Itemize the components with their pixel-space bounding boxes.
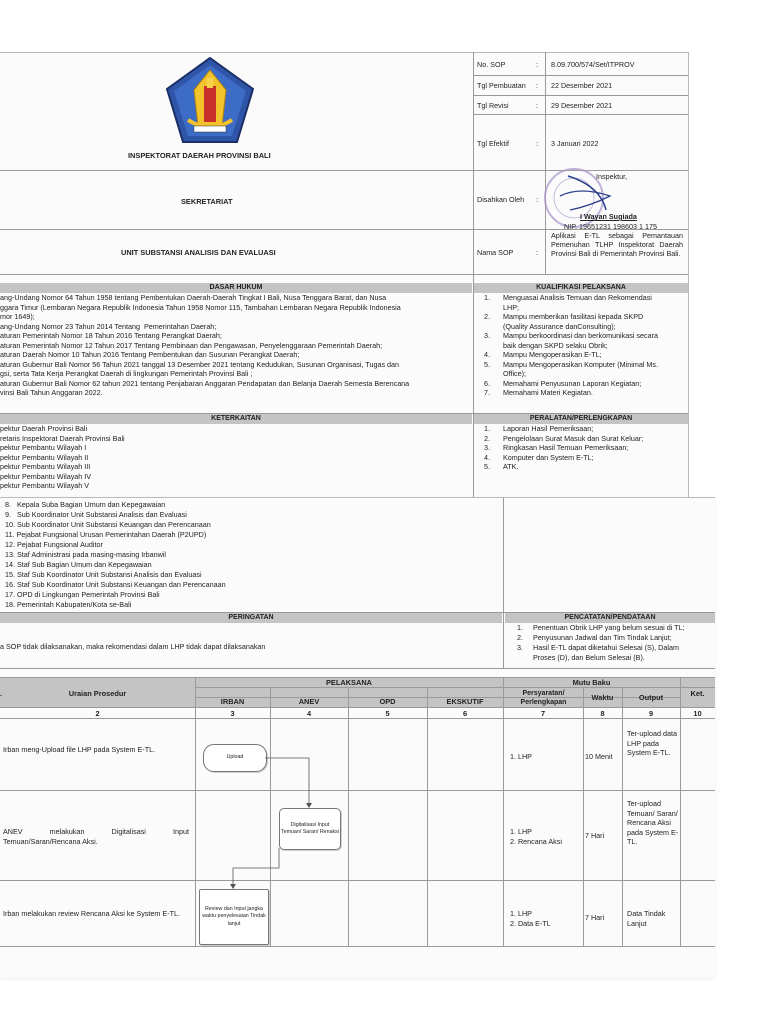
created-date: 22 Desember 2021: [551, 81, 613, 90]
division-title: SEKRETARIAT: [181, 197, 233, 206]
sop-name-label: Nama SOP: [477, 248, 514, 257]
col-no: .: [0, 689, 3, 698]
approver-name: I Wayan Sugiada: [580, 212, 637, 221]
keterkaitan-title: KETERKAITAN: [0, 414, 472, 424]
colnum-8: 8: [600, 709, 605, 718]
flow-box-upload: Upload: [203, 744, 267, 772]
flow-connectors: [195, 718, 355, 893]
colnum-7: 7: [540, 709, 546, 718]
pencatatan-title: PENCATATAN/PENDATAAN: [505, 613, 715, 623]
colnum-10: 10: [693, 709, 702, 718]
col-uraian: Uraian Prosedur: [68, 689, 127, 698]
peralatan-title: PERALATAN/PERLENGKAPAN: [474, 414, 688, 424]
row3-uraian: Irban melakukan review Rencana Aksi ke System E-TL.: [3, 909, 180, 918]
revised-label: Tgl Revisi: [477, 101, 509, 110]
col-syarat: Persyaratan/ Perlengkapan: [520, 690, 567, 706]
colnum-5: 5: [385, 709, 390, 718]
col-ket: Ket.: [690, 689, 705, 698]
row3-output: Data Tindak Lanjut: [627, 909, 666, 928]
colnum-6: 6: [462, 709, 468, 718]
row3-waktu: 7 Hari: [585, 913, 605, 922]
row2-waktu: 7 Hari: [585, 831, 605, 840]
actor-anev: ANEV: [298, 697, 320, 706]
col-output: Output: [638, 693, 664, 702]
row2-output: Ter-upload Temuan/ Saran/ Rencana Aksi pada System E-TL.: [627, 799, 679, 846]
row1-waktu: 10 Menit: [585, 752, 613, 761]
kualifikasi-title: KUALIFIKASI PELAKSANA: [474, 283, 688, 293]
mutu-title: Mutu Baku: [572, 678, 611, 687]
row3-req-1: 1. LHP: [510, 909, 532, 918]
approver-title: Inspektur,: [596, 172, 628, 181]
sop-name: Aplikasi E-TL sebagai Pemantauan Pemenuhan TLHP Inspektorat Daerah Provinsi Bali di Pemerintah Provinsi Bali.: [551, 231, 683, 259]
row2-req-1: 1. LHP: [510, 827, 532, 836]
org-name: INSPEKTORAT DAERAH PROVINSI BALI: [128, 151, 271, 160]
sop-no: 8.09.700/574/Set/ITPROV: [551, 60, 635, 69]
row2-uraian: ANEV melakukan Digitalisasi Input Temuan/Saran/Rencana Aksi.: [3, 827, 189, 846]
created-label: Tgl Pembuatan: [477, 81, 526, 90]
actor-irban: IRBAN: [220, 697, 245, 706]
flow-box-review: Review dan Input jangka waktu penyelesaian Tindak lanjut: [199, 889, 269, 945]
actor-ekskutif: EKSKUTIF: [446, 697, 484, 706]
approver-nip: NIP. 19651231 198603 1 175: [564, 222, 657, 231]
peringatan-text: a SOP tidak dilaksanakan, maka rekomendasi dalam LHP tidak dapat dilaksanakan: [0, 642, 266, 651]
row1-uraian: Irban meng-Upload file LHP pada System E-TL.: [3, 745, 156, 754]
colnum-3: 3: [230, 709, 235, 718]
effective-date: 3 Januari 2022: [551, 139, 599, 148]
dasar-hukum-title: DASAR HUKUM: [0, 283, 472, 293]
revised-date: 29 Desember 2021: [551, 101, 613, 110]
bali-province-emblem: [164, 56, 256, 146]
colnum-2: 2: [95, 709, 100, 718]
peringatan-title: PERINGATAN: [0, 613, 502, 623]
approved-label: Disahkan Oleh: [477, 195, 525, 204]
colnum-9: 9: [648, 709, 654, 718]
row2-req-2: 2. Rencana Aksi: [510, 837, 562, 846]
row1-req-1: 1. LHP: [510, 752, 532, 761]
row1-output: Ter-upload data LHP pada System E-TL.: [627, 729, 677, 757]
colnum-4: 4: [306, 709, 312, 718]
row3-req-2: 2. Data E-TL: [510, 919, 551, 928]
unit-title: UNIT SUBSTANSI ANALISIS DAN EVALUASI: [121, 248, 276, 257]
col-waktu: Waktu: [591, 693, 614, 702]
flow-box-digitalisasi: Digitalisasi Input Temuan/ Saran/ Renaksi: [279, 808, 341, 850]
pelaksana-title: PELAKSANA: [326, 678, 372, 687]
actor-opd: OPD: [379, 697, 396, 706]
sop-no-label: No. SOP: [477, 60, 506, 69]
effective-label: Tgl Efektif: [477, 139, 509, 148]
